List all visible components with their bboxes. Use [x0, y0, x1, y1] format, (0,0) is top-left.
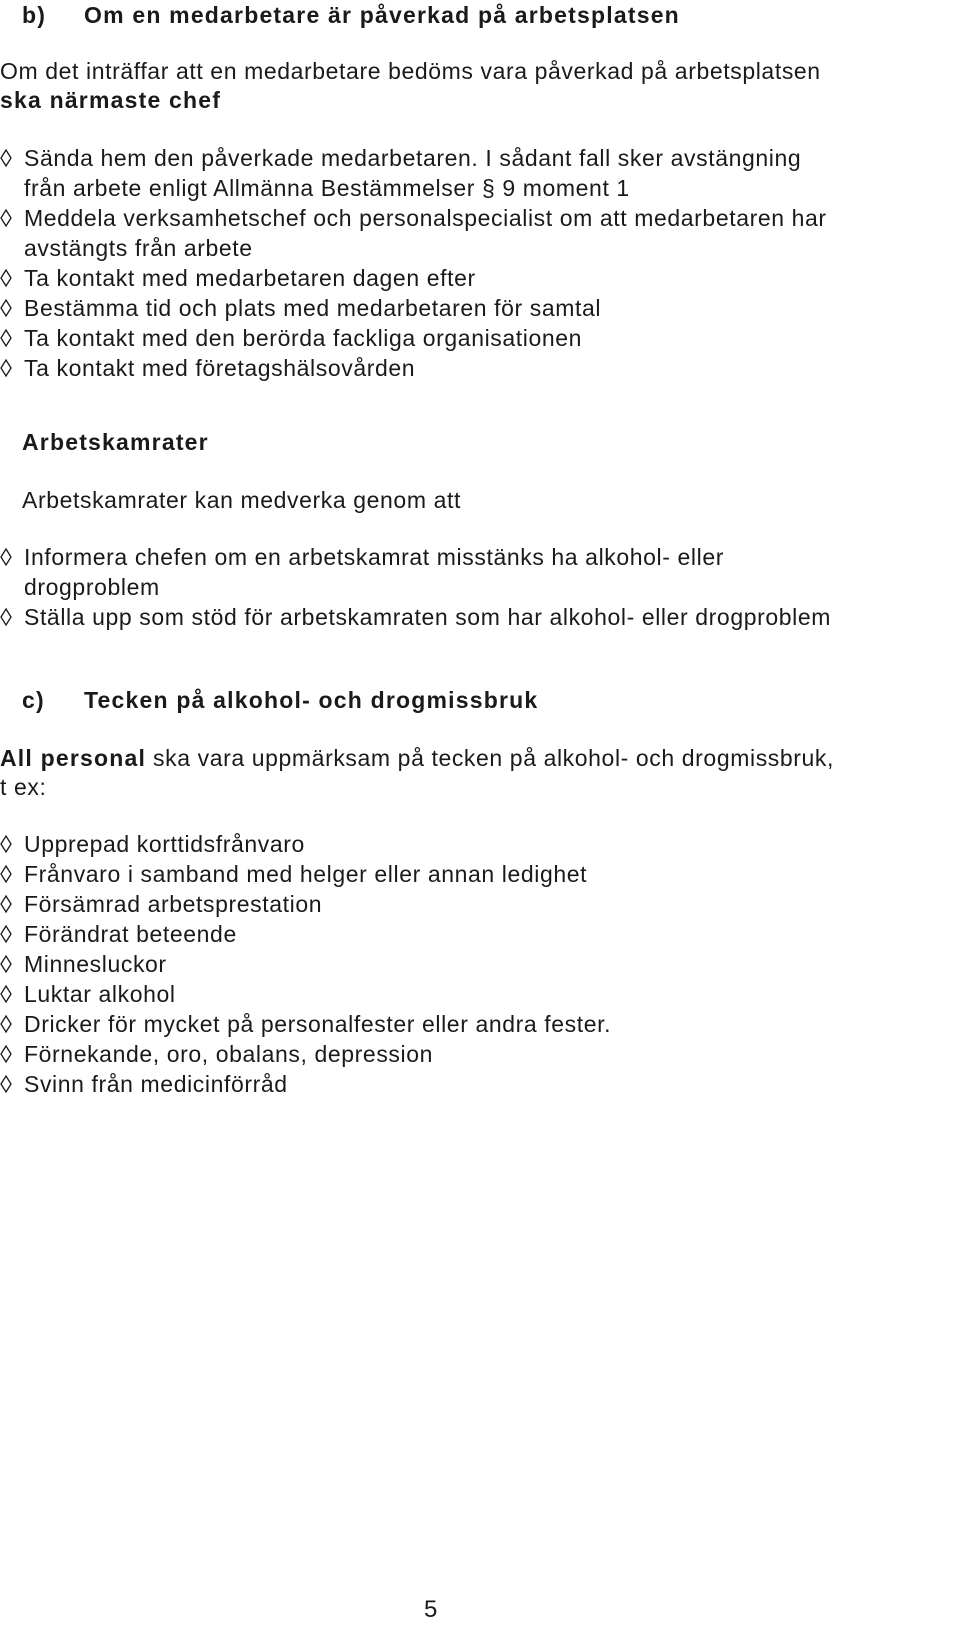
section-c-bullet-list [0, 829, 960, 1099]
arbetskamrater-bullet-list [0, 542, 960, 632]
diamond-outline-icon [0, 979, 24, 1009]
list-item-line: Dricker för mycket på personalfester eller andra fester. [24, 1011, 612, 1037]
list-item-text [24, 889, 960, 919]
list-item [0, 859, 960, 889]
section-c-intro-rest: ska vara uppmärksam på tecken på alkohol- och drogmissbruk, [146, 745, 835, 771]
list-item-line: Förnekande, oro, obalans, depression [24, 1041, 434, 1067]
list-item [0, 949, 960, 979]
list-item-text [24, 979, 960, 1009]
section-b-letter: b) [22, 2, 47, 28]
list-item-line: Förändrat beteende [24, 921, 237, 947]
diamond-outline-icon [0, 1039, 24, 1069]
list-item [0, 263, 960, 293]
diamond-outline-icon [0, 263, 24, 293]
list-item-line: Minnesluckor [24, 951, 167, 977]
list-item-line: Svinn från medicinförråd [24, 1071, 288, 1097]
list-item-line: Ta kontakt med företagshälsovården [24, 355, 416, 381]
diamond-outline-icon [0, 949, 24, 979]
list-item-text [24, 1069, 960, 1099]
list-item-line: Ta kontakt med medarbetaren dagen efter [24, 265, 476, 291]
list-item-line: Informera chefen om en arbetskamrat misstänks ha alkohol- eller [24, 544, 724, 570]
diamond-outline-icon [0, 602, 24, 632]
diamond-outline-icon [0, 203, 24, 233]
section-c-intro-bold: All personal [0, 745, 147, 771]
list-item [0, 1069, 960, 1099]
list-item-text [24, 602, 960, 632]
arbetskamrater-heading: Arbetskamrater [22, 429, 209, 455]
section-c-heading [22, 685, 538, 715]
section-c-intro-line2: t ex: [0, 774, 47, 800]
list-item-line: Meddela verksamhetschef och personalspecialist om att medarbetaren har [24, 205, 827, 231]
list-item-line: Ställa upp som stöd för arbetskamraten som har alkohol- eller drogproblem [24, 604, 831, 630]
list-item [0, 542, 960, 602]
list-item [0, 919, 960, 949]
arbetskamrater-intro: Arbetskamrater kan medverka genom att [22, 487, 461, 513]
diamond-outline-icon [0, 859, 24, 889]
list-item [0, 979, 960, 1009]
list-item [0, 293, 960, 323]
list-item [0, 323, 960, 353]
list-item [0, 829, 960, 859]
diamond-outline-icon [0, 1069, 24, 1099]
list-item-text [24, 323, 960, 353]
list-item [0, 203, 960, 263]
list-item-line: Sända hem den påverkade medarbetaren. I sådant fall sker avstängning [24, 145, 802, 171]
section-c-title: Tecken på alkohol- och drogmissbruk [84, 687, 539, 713]
diamond-outline-icon [0, 353, 24, 383]
list-item [0, 1009, 960, 1039]
diamond-outline-icon [0, 143, 24, 173]
list-item-text [24, 919, 960, 949]
list-item-line: Frånvaro i samband med helger eller annan ledighet [24, 861, 588, 887]
list-item [0, 143, 960, 203]
diamond-outline-icon [0, 919, 24, 949]
list-item-line: drogproblem [24, 574, 160, 600]
list-item-text [24, 203, 960, 263]
list-item-line: från arbete enligt Allmänna Bestämmelser § 9 moment 1 [24, 175, 630, 201]
section-b-intro-line2: ska närmaste chef [0, 87, 222, 113]
list-item-text [24, 143, 960, 203]
list-item-text [24, 293, 960, 323]
list-item-line: Luktar alkohol [24, 981, 176, 1007]
diamond-outline-icon [0, 829, 24, 859]
section-c-letter: c) [22, 687, 45, 713]
section-b-heading [22, 0, 680, 30]
list-item-line: Upprepad korttidsfrånvaro [24, 831, 305, 857]
list-item-text [24, 1039, 960, 1069]
list-item-line: Ta kontakt med den berörda fackliga organisationen [24, 325, 583, 351]
list-item [0, 889, 960, 919]
diamond-outline-icon [0, 323, 24, 353]
section-b-title: Om en medarbetare är påverkad på arbetsplatsen [84, 2, 680, 28]
list-item-text [24, 1009, 960, 1039]
list-item-text [24, 949, 960, 979]
list-item-line: Försämrad arbetsprestation [24, 891, 323, 917]
section-b-bullet-list [0, 143, 960, 383]
page-number: 5 [424, 1596, 438, 1623]
list-item-text [24, 859, 960, 889]
diamond-outline-icon [0, 542, 24, 572]
list-item-line: Bestämma tid och plats med medarbetaren för samtal [24, 295, 602, 321]
list-item-line: avstängts från arbete [24, 235, 253, 261]
list-item [0, 602, 960, 632]
list-item-text [24, 353, 960, 383]
diamond-outline-icon [0, 293, 24, 323]
list-item-text [24, 542, 960, 602]
diamond-outline-icon [0, 1009, 24, 1039]
list-item [0, 1039, 960, 1069]
list-item-text [24, 829, 960, 859]
list-item [0, 353, 960, 383]
section-b-intro-line1: Om det inträffar att en medarbetare bedöms vara påverkad på arbetsplatsen [0, 58, 821, 84]
list-item-text [24, 263, 960, 293]
section-c-intro-line1 [0, 743, 834, 773]
diamond-outline-icon [0, 889, 24, 919]
